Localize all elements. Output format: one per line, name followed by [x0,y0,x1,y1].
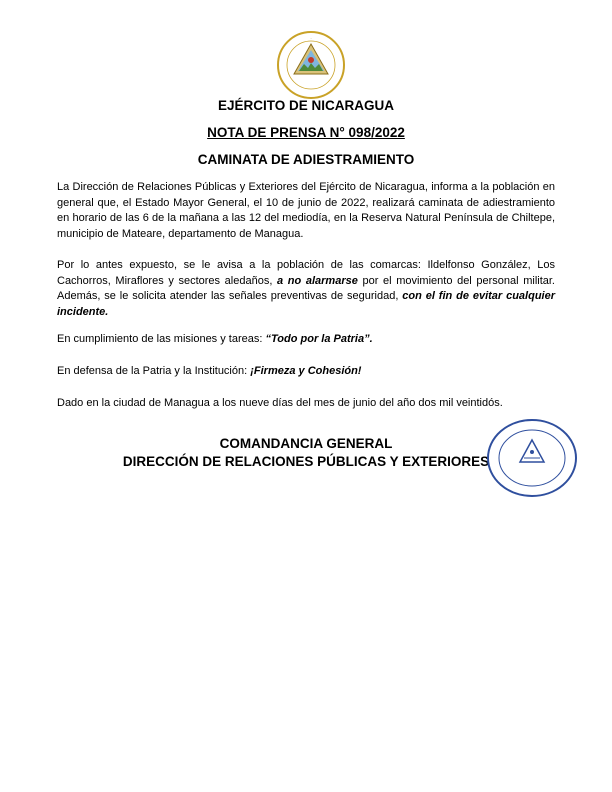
army-stamp-icon [486,418,578,498]
paragraph-2-emphasis-b: con el fin de evitar cualquier incidente. [57,290,556,318]
paragraph-3-text [57,332,555,348]
paragraph-2-part-a: Por lo antes expuesto, se le avisa a la población de las comarcas: Ildelfonso González, Los Cachorros, Miraflores y sectores aledaños, [57,259,555,287]
signature-line-2: DIRECCIÓN DE RELACIONES PÚBLICAS Y EXTERIORES [122,454,490,469]
organization-title: EJÉRCITO DE NICARAGUA [217,98,395,113]
svg-text:·: · [310,36,312,41]
press-note-subject: CAMINATA DE ADIESTRAMIENTO [197,152,415,167]
motto-firmeza-y-cohesion: ¡Firmeza y Cohesión! [250,365,362,377]
paragraph-1-text: La Dirección de Relaciones Públicas y Exteriores del Ejército de Nicaragua, informa a la población en general que, el Estado Mayor General, el 10 de junio de 2022, realizará caminata de adiestramiento en horario de las 6 de la mañana a las 12 del mediodía, en la Reserva Natural Península de Chiltepe, municipio de Mateare, departamento de Managua. [57,181,555,240]
paragraph-date-place [57,396,555,412]
paragraph-motto-2 [57,364,555,380]
paragraph-2-part-c: por el movimiento del personal militar. Además, se le solicita atender las señales preventivas de seguridad, [57,274,555,302]
paragraph-announcement [57,180,555,242]
motto-todo-por-la-patria: “Todo por la Patria”. [265,333,373,345]
paragraph-motto-1 [57,332,555,348]
nicaragua-coat-of-arms-icon [276,30,346,100]
paragraph-3-part-a: En cumplimiento de las misiones y tareas: [57,333,266,345]
paragraph-5-text: Dado en la ciudad de Managua a los nueve días del mes de junio del año dos mil veintidós. [57,397,503,409]
paragraph-4-part-a: En defensa de la Patria y la Institución: [57,365,251,377]
paragraph-warning [57,258,555,320]
paragraph-2-text [57,258,555,320]
press-note-number: NOTA DE PRENSA N° 098/2022 [207,125,405,140]
paragraph-2-emphasis-a: a no alarmarse [277,274,358,287]
signature-line-1: COMANDANCIA GENERAL [219,436,393,451]
paragraph-4-text [57,364,555,380]
